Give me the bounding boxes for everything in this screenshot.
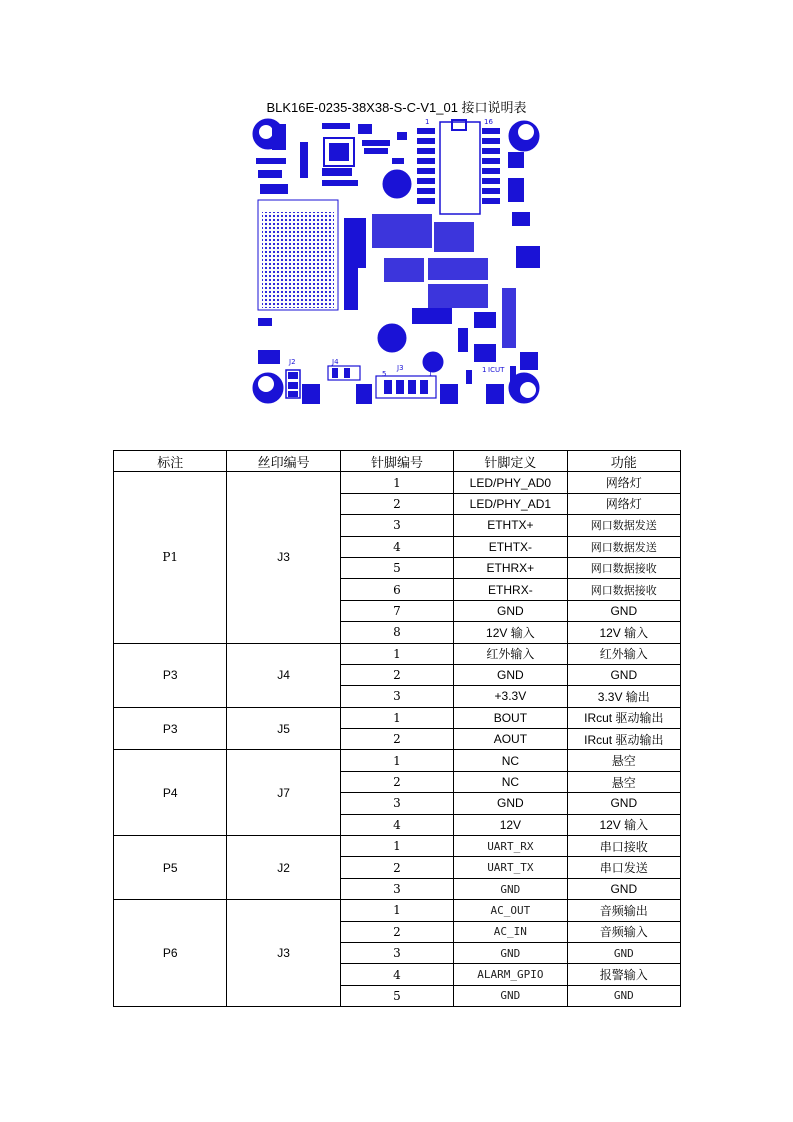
- pin-definition: AOUT: [454, 729, 567, 750]
- pin-function: 悬空: [567, 771, 680, 792]
- pin-function: GND: [567, 985, 680, 1006]
- pin-function: 串口接收: [567, 836, 680, 857]
- pin-definition: GND: [454, 985, 567, 1006]
- capacitor-small: [423, 352, 443, 372]
- pin-function: 音频输入: [567, 921, 680, 942]
- pin-function: 串口发送: [567, 857, 680, 878]
- pin-definition: GND: [454, 878, 567, 899]
- silk-label-j2: J2: [289, 358, 296, 366]
- pin-definition: ETHTX-: [454, 536, 567, 557]
- capacitor-mid: [378, 324, 406, 352]
- pin-number: 2: [340, 771, 453, 792]
- silk-icut: ICUT: [488, 366, 505, 374]
- pin-number: 2: [340, 729, 453, 750]
- header-pin-definition: 针脚定义: [454, 451, 567, 472]
- pin-number: 1: [340, 643, 453, 664]
- pin-function: IRcut 驱动输出: [567, 707, 680, 728]
- pin-definition: ETHRX+: [454, 557, 567, 578]
- pin-number: 2: [340, 493, 453, 514]
- pin-function: 网络灯: [567, 493, 680, 514]
- pin-definition: ETHRX-: [454, 579, 567, 600]
- pin-function: IRcut 驱动输出: [567, 729, 680, 750]
- pin-definition: GND: [454, 664, 567, 685]
- pin-number: 3: [340, 686, 453, 707]
- pin-number: 1: [340, 900, 453, 921]
- document-title: BLK16E-0235-38X38-S-C-V1_01 接口说明表: [266, 100, 527, 115]
- group-silk: J5: [227, 707, 340, 750]
- pin-function: 音频输出: [567, 900, 680, 921]
- pin-function: 红外输入: [567, 643, 680, 664]
- pin-definition: +3.3V: [454, 686, 567, 707]
- pin-function: GND: [567, 600, 680, 621]
- pin-definition: GND: [454, 942, 567, 963]
- pin-number: 2: [340, 664, 453, 685]
- interface-pin-table: [113, 450, 681, 1007]
- group-label: P4: [114, 750, 227, 836]
- silk-pin1-j3: 1: [428, 370, 433, 378]
- table-header-row: [114, 451, 681, 472]
- pin-function: 悬空: [567, 750, 680, 771]
- pin-number: 3: [340, 878, 453, 899]
- pin-function: GND: [567, 793, 680, 814]
- silk-pin1-top: 1: [425, 118, 430, 126]
- header-silkscreen-id: 丝印编号: [227, 451, 340, 472]
- pcb-layout-diagram: [252, 118, 540, 406]
- group-label: P3: [114, 707, 227, 750]
- pin-definition: ALARM_GPIO: [454, 964, 567, 985]
- pin-function: 网口数据发送: [567, 536, 680, 557]
- pin-number: 4: [340, 536, 453, 557]
- pin-number: 1: [340, 836, 453, 857]
- pin-function: 12V 输入: [567, 814, 680, 835]
- pin-definition: AC_OUT: [454, 900, 567, 921]
- table-row: [114, 707, 681, 728]
- pin-definition: AC_IN: [454, 921, 567, 942]
- pin-function: 网络灯: [567, 472, 680, 493]
- table-row: [114, 472, 681, 493]
- pin-definition: LED/PHY_AD0: [454, 472, 567, 493]
- table-row: [114, 750, 681, 771]
- pin-definition: BOUT: [454, 707, 567, 728]
- pin-definition: UART_RX: [454, 836, 567, 857]
- group-silk: J4: [227, 643, 340, 707]
- pin-definition: 12V: [454, 814, 567, 835]
- pin-number: 2: [340, 921, 453, 942]
- silk-pin5: 5: [382, 370, 387, 378]
- pin-number: 1: [340, 472, 453, 493]
- pin-number: 6: [340, 579, 453, 600]
- pin-function: 网口数据发送: [567, 515, 680, 536]
- pin-number: 3: [340, 515, 453, 536]
- group-label: P3: [114, 643, 227, 707]
- pin-function: 报警输入: [567, 964, 680, 985]
- pin-definition: GND: [454, 793, 567, 814]
- pin-function: 网口数据接收: [567, 557, 680, 578]
- pin-function: GND: [567, 878, 680, 899]
- pin-definition: NC: [454, 771, 567, 792]
- pin-number: 1: [340, 750, 453, 771]
- group-label: P6: [114, 900, 227, 1007]
- pin-definition: LED/PHY_AD1: [454, 493, 567, 514]
- pin-definition: 红外输入: [454, 643, 567, 664]
- pin-function: GND: [567, 664, 680, 685]
- pin-definition: 12V 输入: [454, 622, 567, 643]
- group-silk: J3: [227, 472, 340, 643]
- group-label: P1: [114, 472, 227, 643]
- silk-pin16-top: 16: [484, 118, 493, 126]
- capacitor-top: [383, 170, 411, 198]
- group-silk: J7: [227, 750, 340, 836]
- table-row: [114, 836, 681, 857]
- silk-label-j3: J3: [397, 364, 404, 372]
- pin-number: 3: [340, 793, 453, 814]
- table-row: [114, 900, 681, 921]
- pin-function: 3.3V 输出: [567, 686, 680, 707]
- pin-number: 1: [340, 707, 453, 728]
- pin-definition: UART_TX: [454, 857, 567, 878]
- group-label: P5: [114, 836, 227, 900]
- pin-definition: ETHTX+: [454, 515, 567, 536]
- pin-number: 3: [340, 942, 453, 963]
- pin-number: 4: [340, 814, 453, 835]
- silk-pin1-icut: 1: [482, 366, 487, 374]
- silk-label-j4: J4: [332, 358, 339, 366]
- header-marking: 标注: [114, 451, 227, 472]
- pin-number: 2: [340, 857, 453, 878]
- pin-definition: NC: [454, 750, 567, 771]
- pin-function: 网口数据接收: [567, 579, 680, 600]
- pin-function: 12V 输入: [567, 622, 680, 643]
- pin-number: 7: [340, 600, 453, 621]
- header-pin-number: 针脚编号: [340, 451, 453, 472]
- pin-number: 5: [340, 557, 453, 578]
- group-silk: J3: [227, 900, 340, 1007]
- pin-function: GND: [567, 942, 680, 963]
- pin-number: 4: [340, 964, 453, 985]
- pin-definition: GND: [454, 600, 567, 621]
- pin-number: 8: [340, 622, 453, 643]
- pin-number: 5: [340, 985, 453, 1006]
- table-row: [114, 643, 681, 664]
- header-function: 功能: [567, 451, 680, 472]
- group-silk: J2: [227, 836, 340, 900]
